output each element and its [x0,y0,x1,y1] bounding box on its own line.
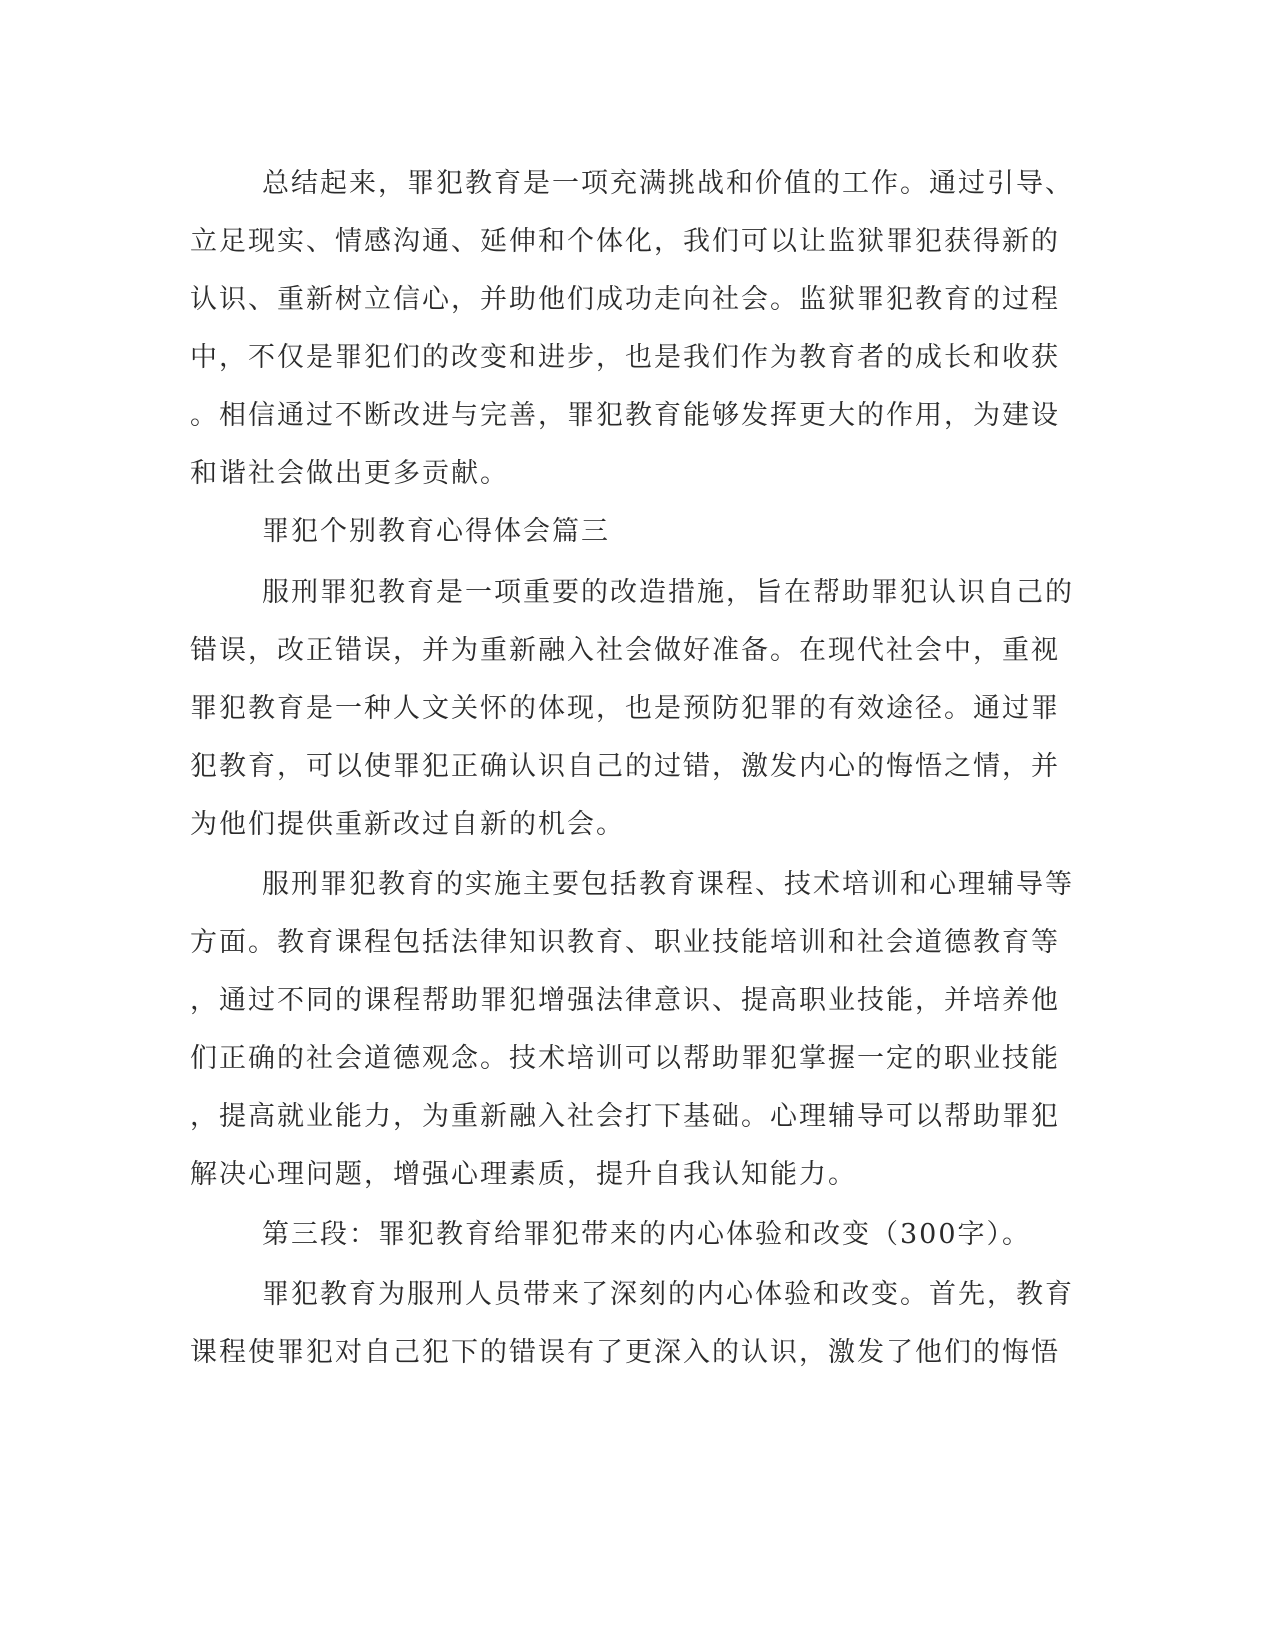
paragraph-line: 认识、重新树立信心，并助他们成功走向社会。监狱罪犯教育的过程 [190,284,1060,315]
paragraph-line: 错误，改正错误，并为重新融入社会做好准备。在现代社会中，重视 [190,635,1060,666]
paragraph-line: 服刑罪犯教育的实施主要包括教育课程、技术培训和心理辅导等 [262,869,1074,900]
paragraph-line: 。相信通过不断改进与完善，罪犯教育能够发挥更大的作用，为建设 [190,400,1060,431]
paragraph-line: 服刑罪犯教育是一项重要的改造措施，旨在帮助罪犯认识自己的 [262,577,1074,608]
paragraph-line: 罪犯教育为服刑人员带来了深刻的内心体验和改变。首先，教育 [262,1279,1074,1310]
paragraph-line: ，通过不同的课程帮助罪犯增强法律意识、提高职业技能，并培养他 [190,985,1060,1016]
paragraph-line: 们正确的社会道德观念。技术培训可以帮助罪犯掌握一定的职业技能 [190,1043,1060,1074]
paragraph-line: 和谐社会做出更多贡献。 [190,458,509,489]
paragraph-line: 解决心理问题，增强心理素质，提升自我认知能力。 [190,1159,857,1190]
section-heading: 罪犯个别教育心得体会篇三 [262,516,610,547]
paragraph-line: 为他们提供重新改过自新的机会。 [190,809,625,840]
paragraph-line: 犯教育，可以使罪犯正确认识自己的过错，激发内心的悔悟之情，并 [190,751,1060,782]
paragraph-line: ，提高就业能力，为重新融入社会打下基础。心理辅导可以帮助罪犯 [190,1101,1060,1132]
paragraph-line: 课程使罪犯对自己犯下的错误有了更深入的认识，激发了他们的悔悟 [190,1337,1060,1368]
section-heading: 第三段：罪犯教育给罪犯带来的内心体验和改变（300字）。 [262,1219,1032,1250]
paragraph-line: 立足现实、情感沟通、延伸和个体化，我们可以让监狱罪犯获得新的 [190,226,1060,257]
paragraph-line: 中，不仅是罪犯们的改变和进步，也是我们作为教育者的成长和收获 [190,342,1060,373]
paragraph-line: 总结起来，罪犯教育是一项充满挑战和价值的工作。通过引导、 [262,168,1074,199]
paragraph-line: 方面。教育课程包括法律知识教育、职业技能培训和社会道德教育等 [190,927,1060,958]
paragraph-line: 罪犯教育是一种人文关怀的体现，也是预防犯罪的有效途径。通过罪 [190,693,1060,724]
